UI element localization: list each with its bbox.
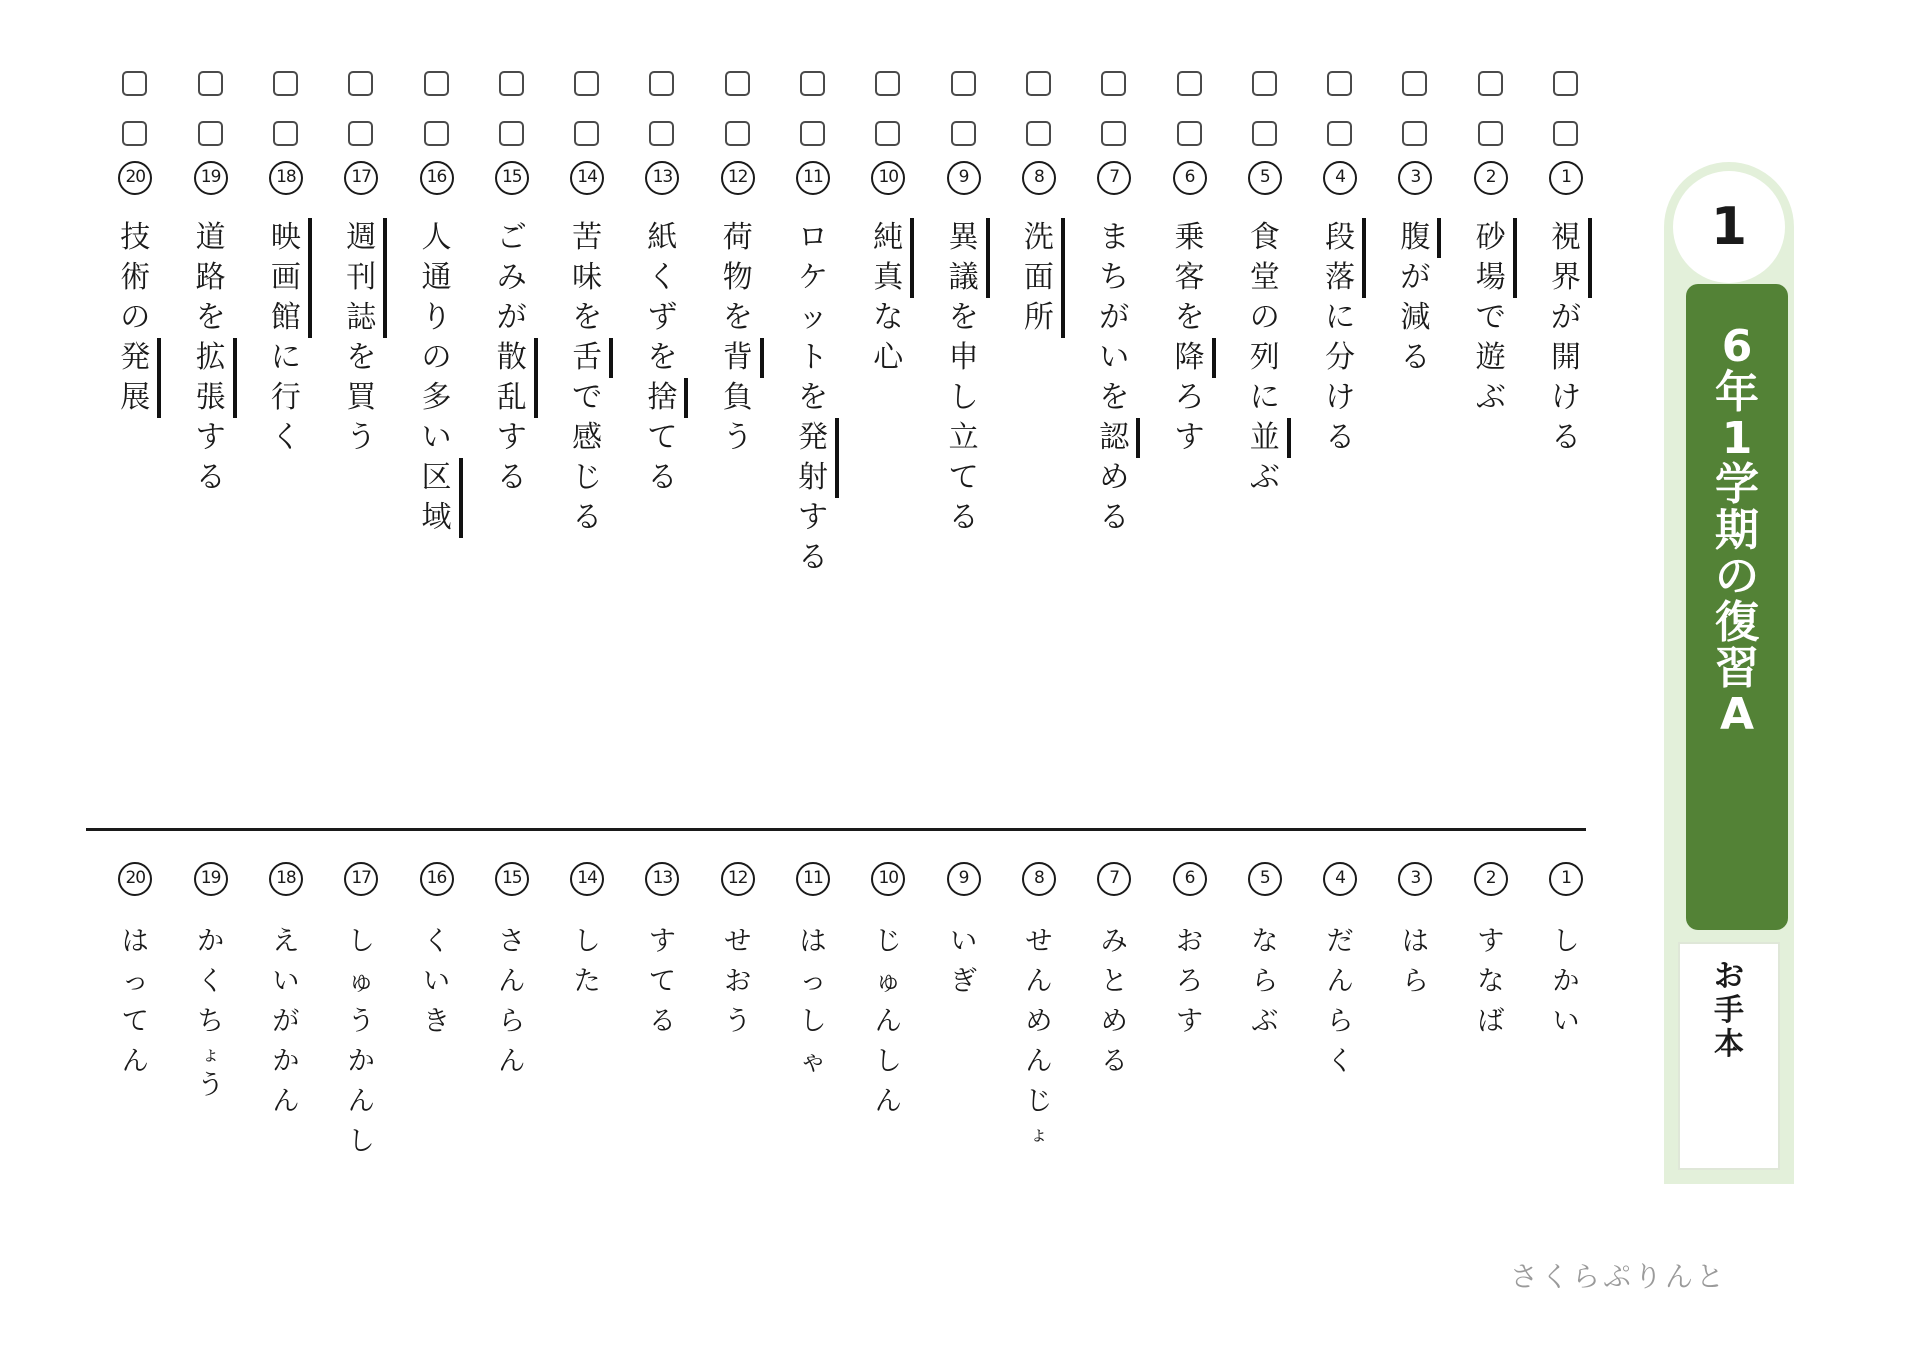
answer-reading: し た <box>573 926 601 997</box>
answer-number: 6 <box>1173 862 1207 896</box>
check-box[interactable] <box>1252 71 1277 96</box>
check-box[interactable] <box>649 121 674 146</box>
question-number: 15 <box>495 161 529 195</box>
title-band <box>1686 284 1788 930</box>
check-box[interactable] <box>1327 71 1352 96</box>
question-number: 5 <box>1248 161 1282 195</box>
question-text: 視 界 が 開 け る <box>1546 218 1586 458</box>
question-number: 1 <box>1549 161 1583 195</box>
check-box[interactable] <box>1402 121 1427 146</box>
answer-reading: は ら <box>1401 926 1429 997</box>
check-box[interactable] <box>499 121 524 146</box>
answer-number: 19 <box>194 862 228 896</box>
check-box[interactable] <box>875 71 900 96</box>
check-box[interactable] <box>1252 121 1277 146</box>
question-text: ロ ケ ッ ト を 発 射 す る <box>793 218 833 578</box>
answer-number: 14 <box>570 862 604 896</box>
answer-reading: は っ て ん <box>121 926 149 1077</box>
answer-number: 15 <box>495 862 529 896</box>
answer-number: 9 <box>947 862 981 896</box>
answer-reading: し か い <box>1552 926 1580 1037</box>
answer-label: お 手 本 <box>1714 959 1744 1062</box>
question-number: 16 <box>420 161 454 195</box>
check-box[interactable] <box>122 121 147 146</box>
check-box[interactable] <box>1478 121 1503 146</box>
question-number: 4 <box>1323 161 1357 195</box>
answer-reading: せ お う <box>724 926 752 1037</box>
check-box[interactable] <box>800 121 825 146</box>
check-box[interactable] <box>951 71 976 96</box>
answer-number: 16 <box>420 862 454 896</box>
question-text: 荷 物 を 背 負 う <box>718 218 758 458</box>
question-number: 20 <box>118 161 152 195</box>
answer-number: 17 <box>344 862 378 896</box>
question-text: 洗 面 所 <box>1019 218 1059 338</box>
answer-reading: か く ち ょ う <box>197 926 225 1101</box>
question-number: 18 <box>269 161 303 195</box>
answer-reading: お ろ す <box>1176 926 1203 1037</box>
check-box[interactable] <box>273 121 298 146</box>
check-box[interactable] <box>424 71 449 96</box>
answer-number: 3 <box>1398 862 1432 896</box>
check-box[interactable] <box>800 71 825 96</box>
check-box[interactable] <box>198 121 223 146</box>
answer-reading: な ら ぶ <box>1251 926 1279 1037</box>
check-box[interactable] <box>1026 71 1051 96</box>
answer-reading: す て る <box>648 926 676 1037</box>
question-number: 7 <box>1097 161 1131 195</box>
question-text: ご み が 散 乱 す る <box>492 218 532 498</box>
question-number: 13 <box>645 161 679 195</box>
answer-number: 18 <box>269 862 303 896</box>
question-number: 6 <box>1173 161 1207 195</box>
check-box[interactable] <box>1101 71 1126 96</box>
check-box[interactable] <box>348 71 373 96</box>
answer-reading: い ぎ <box>950 926 978 997</box>
check-box[interactable] <box>1553 121 1578 146</box>
question-text: 苦 味 を 舌 で 感 じ る <box>567 218 607 538</box>
question-text: 純 真 な 心 <box>868 218 908 378</box>
answer-reading: だ ん ら く <box>1326 926 1354 1077</box>
question-text: 人 通 り の 多 い 区 域 <box>417 218 457 538</box>
question-number: 2 <box>1474 161 1508 195</box>
question-number: 11 <box>796 161 830 195</box>
question-text: 道 路 を 拡 張 す る <box>191 218 231 498</box>
answer-number: 4 <box>1323 862 1357 896</box>
sheet-number: 1 <box>1673 171 1785 283</box>
question-number: 19 <box>194 161 228 195</box>
answer-number: 20 <box>118 862 152 896</box>
check-box[interactable] <box>875 121 900 146</box>
check-box[interactable] <box>273 71 298 96</box>
question-text: 食 堂 の 列 に 並 ぶ <box>1245 218 1285 498</box>
answer-number: 12 <box>721 862 755 896</box>
answer-reading: え い が か ん <box>272 926 300 1117</box>
check-box[interactable] <box>725 121 750 146</box>
answer-number: 1 <box>1549 862 1583 896</box>
question-text: 乗 客 を 降 ろ す <box>1170 218 1210 458</box>
question-number: 12 <box>721 161 755 195</box>
check-box[interactable] <box>1402 71 1427 96</box>
check-box[interactable] <box>574 121 599 146</box>
check-box[interactable] <box>1553 71 1578 96</box>
question-number: 9 <box>947 161 981 195</box>
question-text: 紙 く ず を 捨 て る <box>642 218 682 498</box>
check-box[interactable] <box>348 121 373 146</box>
answer-number: 2 <box>1474 862 1508 896</box>
answer-reading: せ ん め ん じ ょ <box>1025 926 1053 1145</box>
answer-reading: じ ゅ ん し ん <box>874 926 902 1117</box>
answer-reading: さ ん ら ん <box>498 926 526 1077</box>
answer-number: 5 <box>1248 862 1282 896</box>
question-text: 週 刊 誌 を 買 う <box>341 218 381 458</box>
check-box[interactable] <box>1177 121 1202 146</box>
question-text: 腹 が 減 る <box>1395 218 1435 378</box>
footer-brand: さくらぷりんと <box>1510 1260 1728 1293</box>
answer-label-box <box>1678 942 1780 1170</box>
check-box[interactable] <box>725 71 750 96</box>
answer-number: 7 <box>1097 862 1131 896</box>
question-text: 異 議 を 申 し 立 て る <box>944 218 984 538</box>
question-number: 3 <box>1398 161 1432 195</box>
question-number: 8 <box>1022 161 1056 195</box>
check-box[interactable] <box>1177 71 1202 96</box>
answer-reading: し ゅ う か ん し <box>347 926 375 1157</box>
check-box[interactable] <box>424 121 449 146</box>
answer-reading: は っ し ゃ <box>799 926 827 1077</box>
section-divider <box>86 828 1586 831</box>
question-number: 14 <box>570 161 604 195</box>
check-box[interactable] <box>1327 121 1352 146</box>
check-box[interactable] <box>1026 121 1051 146</box>
question-text: 技 術 の 発 展 <box>115 218 155 418</box>
question-number: 10 <box>871 161 905 195</box>
answer-number: 8 <box>1022 862 1056 896</box>
question-text: 映 画 館 に 行 く <box>266 218 306 458</box>
answer-reading: く い き <box>423 926 450 1037</box>
question-text: 砂 場 で 遊 ぶ <box>1471 218 1511 418</box>
question-text: ま ち が い を 認 め る <box>1094 218 1134 538</box>
check-box[interactable] <box>122 71 147 96</box>
question-number: 17 <box>344 161 378 195</box>
check-box[interactable] <box>1478 71 1503 96</box>
side-panel <box>1664 162 1794 1184</box>
answer-reading: す な ば <box>1477 926 1505 1037</box>
check-box[interactable] <box>198 71 223 96</box>
check-box[interactable] <box>649 71 674 96</box>
check-box[interactable] <box>574 71 599 96</box>
check-box[interactable] <box>951 121 976 146</box>
question-text: 段 落 に 分 け る <box>1320 218 1360 458</box>
check-box[interactable] <box>1101 121 1126 146</box>
answer-number: 10 <box>871 862 905 896</box>
check-box[interactable] <box>499 71 524 96</box>
sheet-title: 6 年 1 学 期 の 復 習 A <box>1715 321 1759 740</box>
answer-reading: み と め る <box>1100 926 1128 1077</box>
answer-number: 11 <box>796 862 830 896</box>
answer-number: 13 <box>645 862 679 896</box>
